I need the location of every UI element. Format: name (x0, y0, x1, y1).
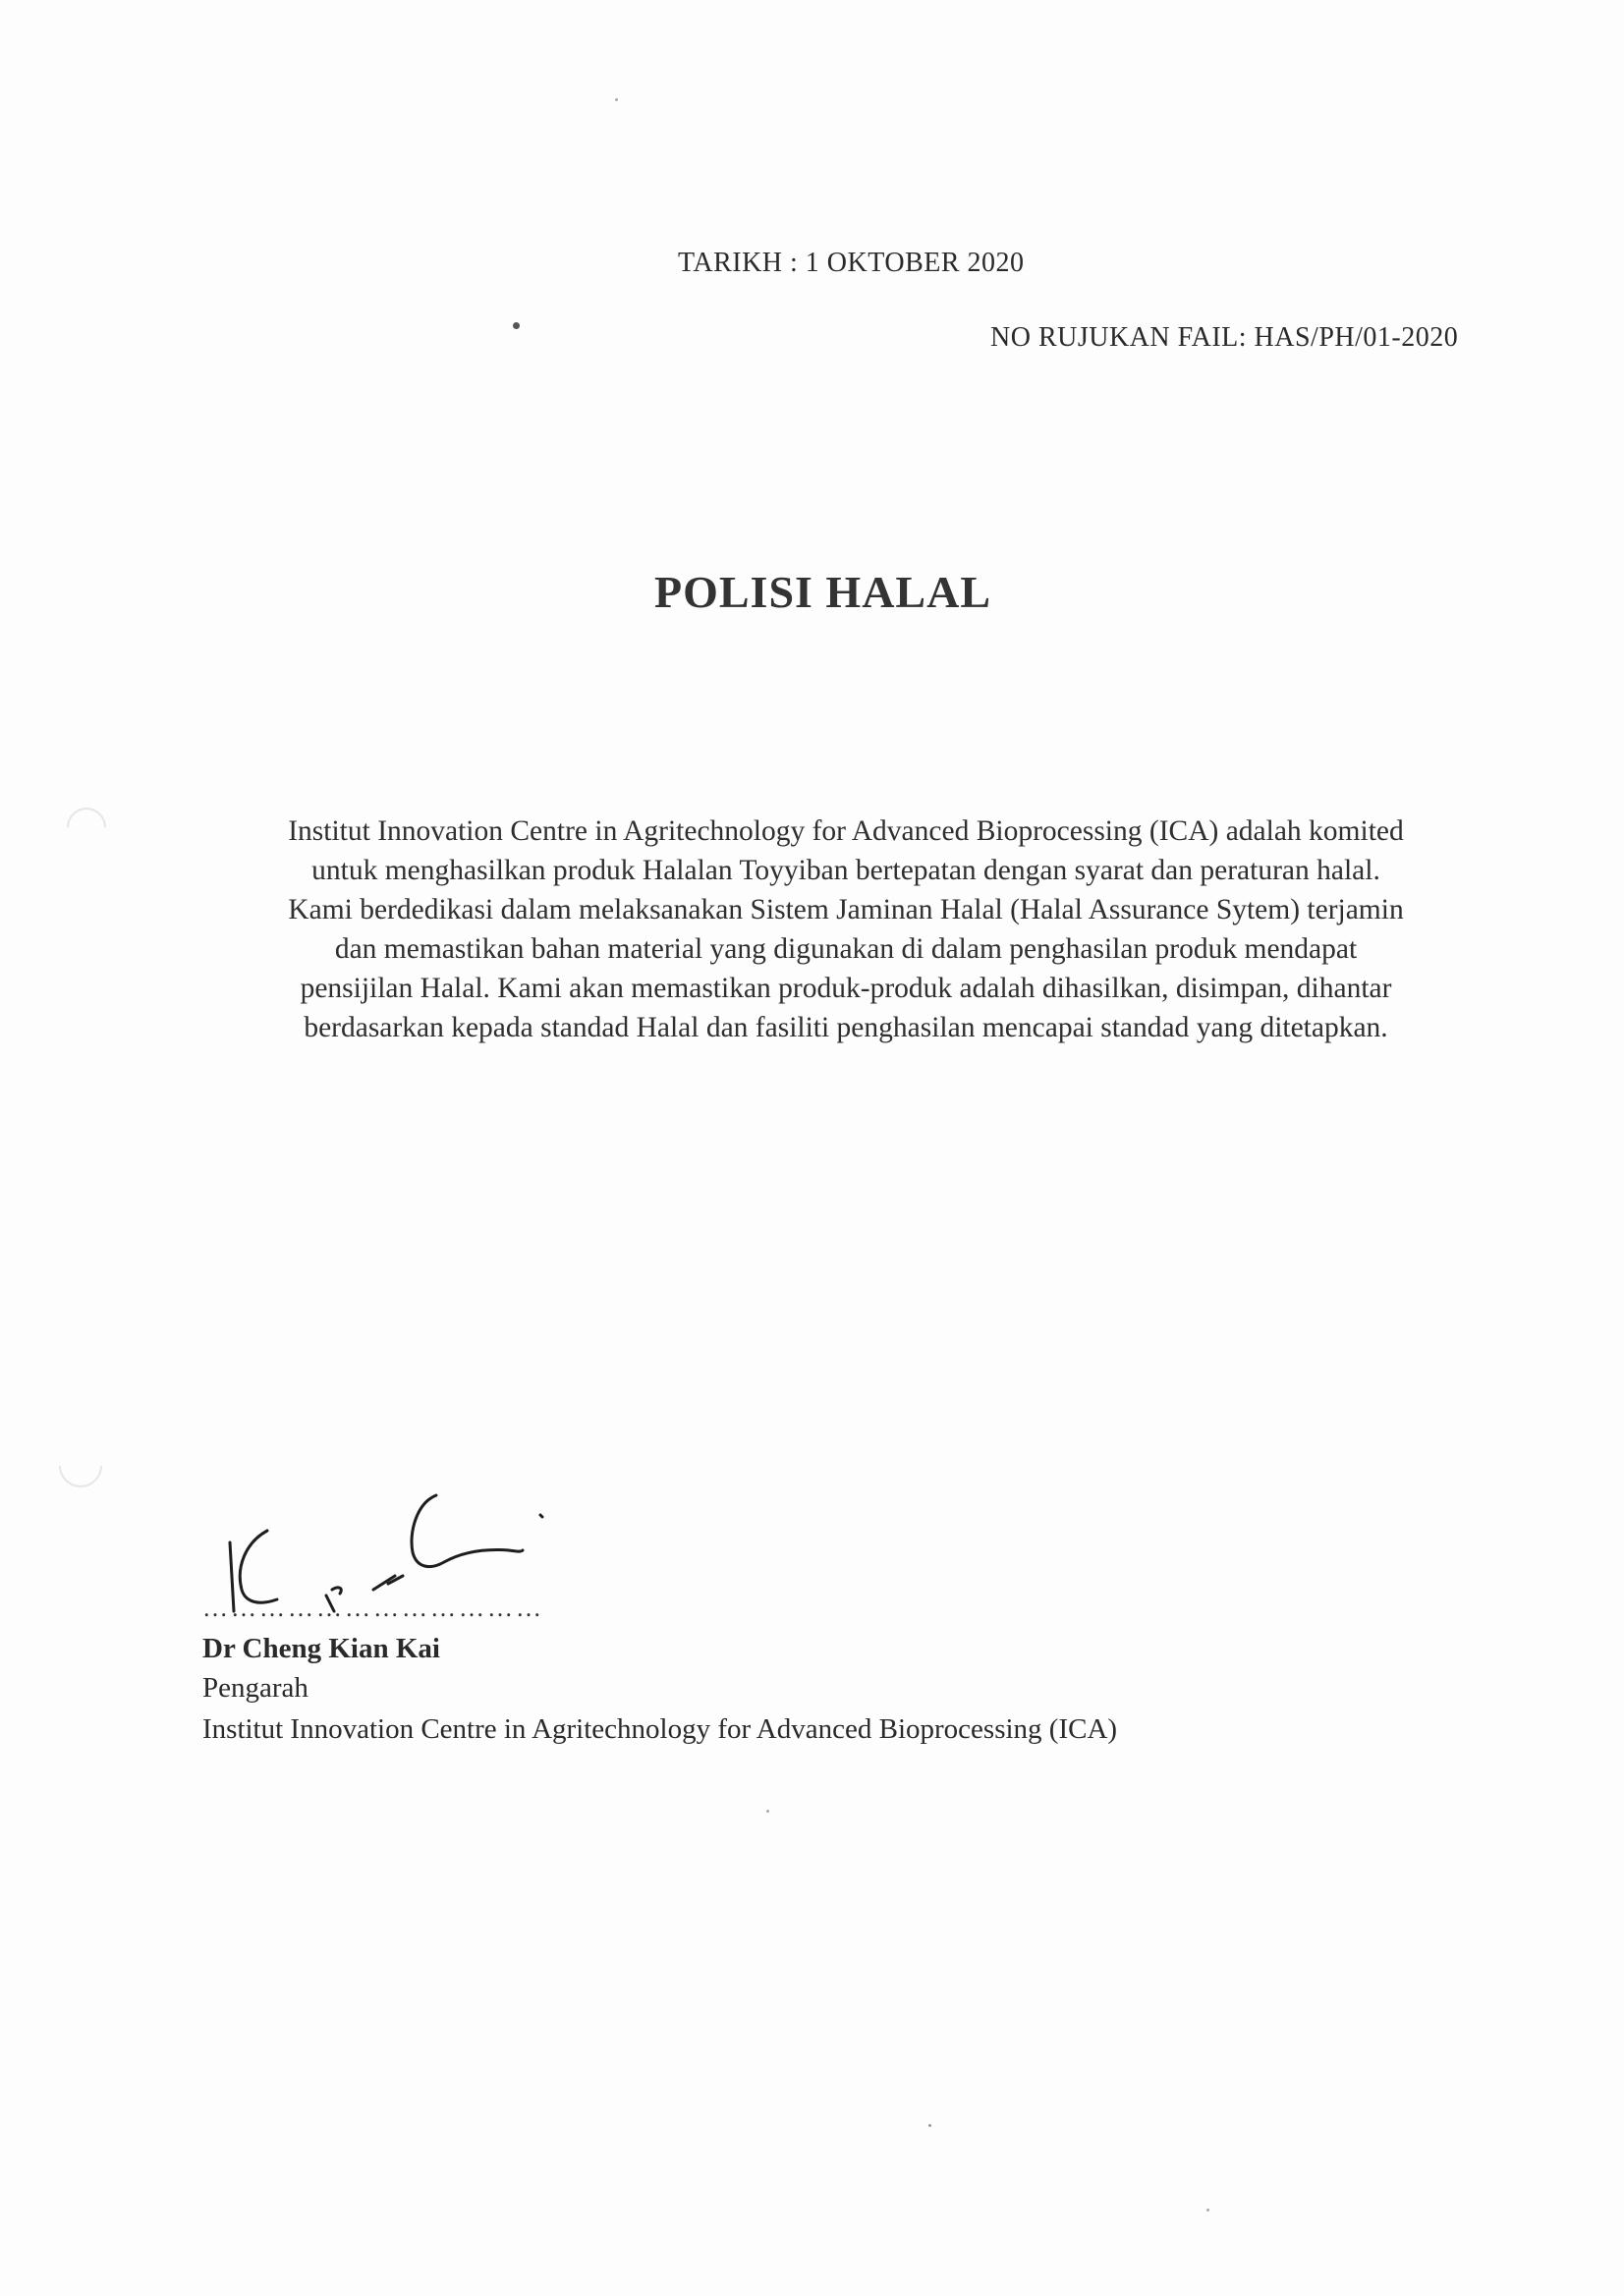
scan-speck (1206, 2209, 1209, 2212)
signature-line: ……………………………… (202, 1594, 544, 1622)
scan-speck (513, 322, 520, 329)
policy-line: berdasarkan kepada standad Halal dan fasiliti penghasilan mencapai standad yang ditetapkan. (304, 1012, 1388, 1043)
signer-organization: Institut Innovation Centre in Agritechnology for Advanced Bioprocessing (ICA) (202, 1713, 1118, 1745)
scan-speck (766, 1810, 769, 1813)
file-reference: NO RUJUKAN FAIL: HAS/PH/01-2020 (990, 322, 1459, 353)
policy-line: Institut Innovation Centre in Agritechnology for Advanced Bioprocessing (ICA) adalah komited (288, 815, 1404, 847)
policy-statement (222, 812, 1470, 1047)
scan-speck (928, 2124, 931, 2127)
policy-line: dan memastikan bahan material yang digunakan di dalam penghasilan produk mendapat (334, 933, 1358, 965)
punch-hole-mark (59, 800, 115, 856)
signer-role: Pengarah (202, 1672, 308, 1704)
policy-line: untuk menghasilkan produk Halalan Toyyiban bertepatan dengan syarat dan peraturan halal. (311, 855, 1380, 886)
policy-line: pensijilan Halal. Kami akan memastikan produk-produk adalah dihasilkan, disimpan, dihantar (300, 973, 1392, 1004)
signer-name: Dr Cheng Kian Kai (202, 1633, 440, 1664)
policy-line: Kami berdedikasi dalam melaksanakan Sistem Jaminan Halal (Halal Assurance Sytem) terjamin (288, 894, 1404, 925)
punch-hole-mark (50, 1435, 111, 1496)
document-title: POLISI HALAL (653, 567, 992, 617)
document-date: TARIKH : 1 OKTOBER 2020 (678, 248, 1025, 278)
scan-speck (615, 98, 618, 101)
